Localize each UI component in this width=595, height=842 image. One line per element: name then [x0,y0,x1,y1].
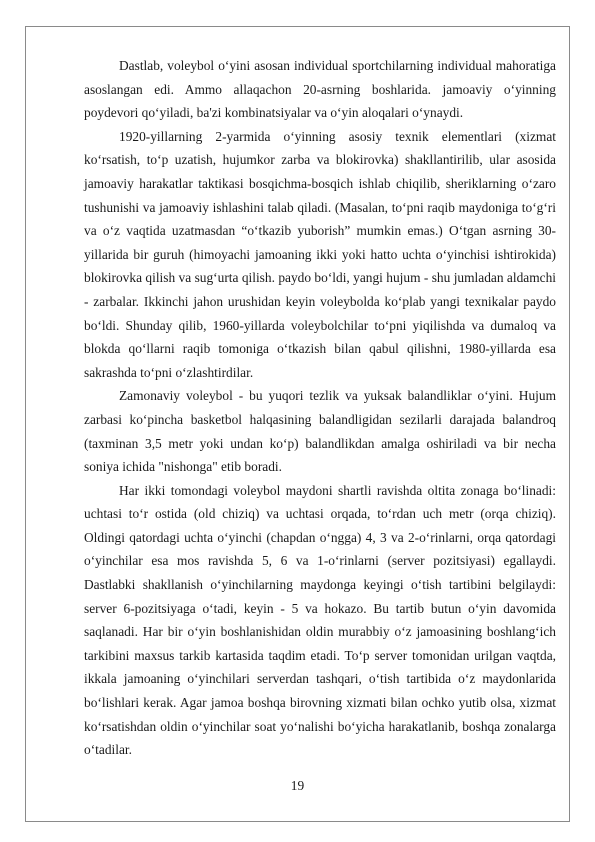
paragraph-origins: Dastlab, voleybol o‘yini asosan individual sportchilarning individual mahoratiga asoslangan edi. Ammo allaqachon 20-asrning boshlarida. jamoaviy o‘yinning poydevori qo‘yiladi, ba'zi kombinatsiyalar va o‘yin aloqalari o‘ynaydi. [84,58,556,121]
paragraph-modern-volleyball: Zamonaviy voleybol - bu yuqori tezlik va yuksak balandliklar o‘yini. Hujum zarbasi ko‘pincha basketbol halqasining balandligidan sezilarli darajada balandroq (taxminan 3,5 metr yoki undan ko‘p) balandlikdan amalga oshiriladi va bir necha soniya ichida "nishonga" etib boradi. [84,388,556,475]
paragraph-history: 1920-yillarning 2-yarmida o‘yinning asosiy texnik elementlari (xizmat ko‘rsatish, to‘p uzatish, hujumkor zarba va blokirovka) shakllantirilib, ular asosida jamoaviy harakatlar taktikasi bosqichma-bosqich ishlab chiqilib, sheriklarning o‘zaro tushunishi va jamoaviy ishlashini talab qiladi. (Masalan, to‘pni raqib maydoniga to‘g‘ri va o‘z vaqtida uzatmasdan “o‘tkazib yuborish” mumkin emas.) O‘tgan asrning 30-yillarida bir guruh (himoyachi jamoaning ikki yoki hatto uchta o‘yinchisi ishtirokida) blokirovka qilish va sug‘urta qilish. paydo bo‘ldi, yangi hujum - shu jumladan aldamchi - zarbalar. Ikkinchi jahon urushidan keyin voleybolda ko‘plab yangi texnikalar paydo bo‘ldi. Shunday qilib, 1960-yillarda voleybolchilar to‘pni yiqilishda va dumaloq va blokda qo‘llarni raqib tomoniga o‘tkazish bilan qabul qilishni, 1980-yillarda esa sakrashda to‘pni o‘zlashtirdilar. [84,128,556,380]
page-number: 19 [290,778,305,793]
paragraph-court-zones: Har ikki tomondagi voleybol maydoni shartli ravishda oltita zonaga bo‘linadi: uchtasi to‘r ostida (old chiziq) va uchtasi orqada, to‘rdan uch metr (orqa chiziq). Oldingi qatordagi uchta o‘yinchi (chapdan o‘ngga) 4, 3 va 2-o‘rinlarni, orqa qatordagi o‘yinchilar esa mos ravishda 5, 6 va 1-o‘rinlarni (server pozitsiyasi) egallaydi. Dastlabki shakllanish o‘yinchilarning maydonga keyingi o‘tish tartibini belgilaydi: server 6-pozitsiyaga o‘tadi, keyin - 5 va hokazo. Bu tartib butun o‘yin davomida saqlanadi. Har bir o‘yin boshlanishidan oldin murabbiy o‘z jamoasining boshlang‘ich tarkibini maxsus tarkib kartasida taqdim etadi. To‘p server tomonidan urilgan vaqtda, ikkala jamoaning o‘yinchilari serverdan tashqari, o‘tish tartibida o‘z maydonlarida bo‘lishlari kerak. Agar jamoa boshqa birovning xizmati bilan ochko yutib olsa, xizmat ko‘rsatishdan oldin o‘yinchilar soat yo‘nalishi bo‘yicha harakatlanib, boshqa zonalarga o‘tadilar. [84,482,556,758]
document-body [84,54,556,762]
